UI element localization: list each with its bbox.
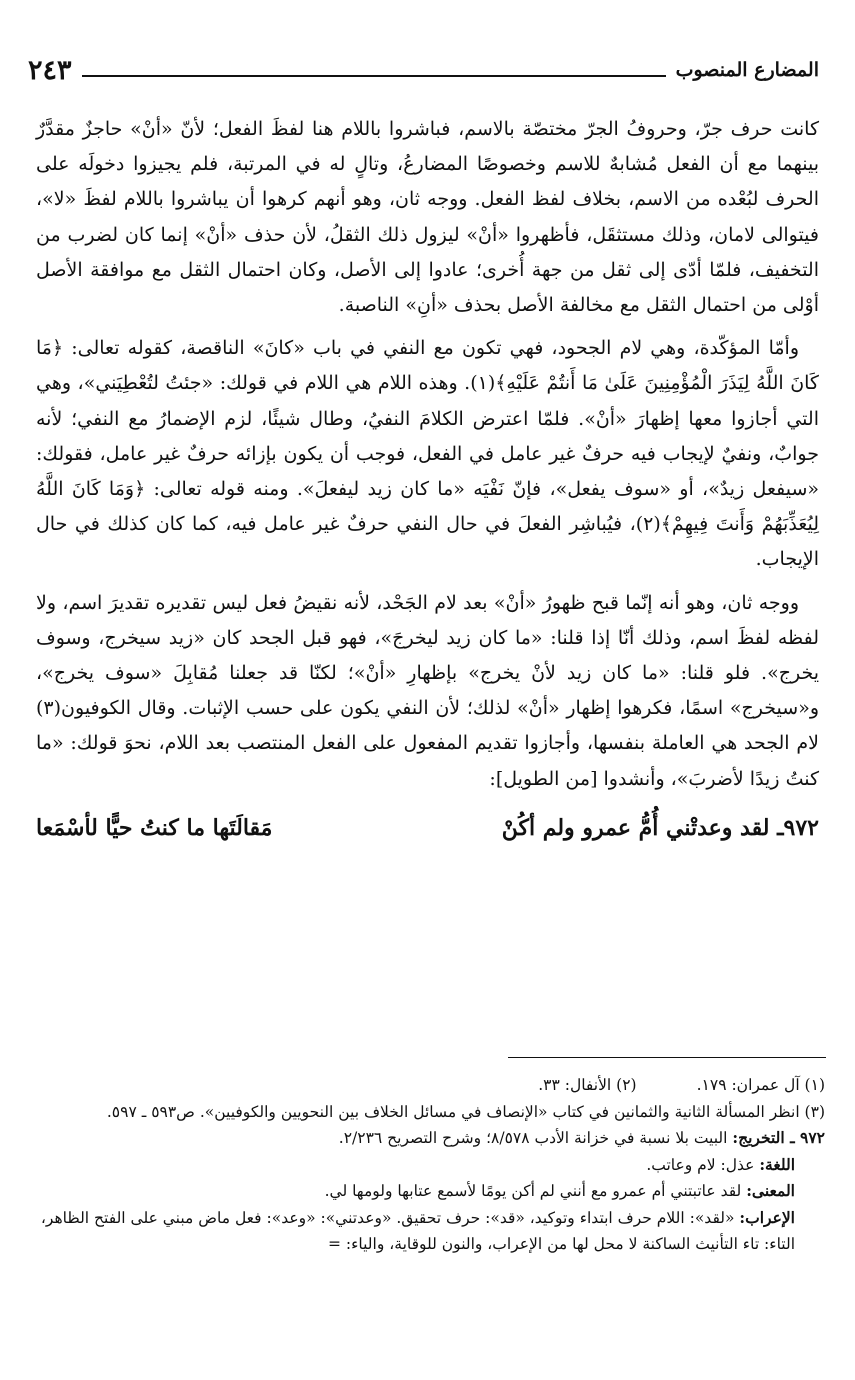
footnote-row-1	[28, 1072, 825, 1099]
paragraph-2: وأمّا المؤكّدة، وهي لام الجحود، فهي تكون مع النفي في باب «كانَ» الناقصة، كقوله تعالى: ﴿مَا كَانَ اللَّهُ لِيَذَرَ الْمُؤْمِنِينَ عَلَىٰ مَا أَنتُمْ عَلَيْهِ﴾(١). وهذه اللام هي اللام في قولك: «جئتُ لتُعْطِيَني»، وهي التي أجازوا معها إظهارَ «أنْ». فلمّا اعترض الكلامَ النفيُ، وطال شيئًا، لزم الإضمارُ مع النفي؛ لأنه جوابٌ، ونفيٌ لإيجاب فيه حرفٌ غير عامل في الفعل، فوجب أن يكون بإزائه حرفٌ غير عامل، فقولك: «سيفعل زيدٌ»، أو «سوف يفعل»، فإنّ نَفْيَه «ما كان زيد ليفعلَ». ومنه قوله تعالى: ﴿وَمَا كَانَ اللَّهُ لِيُعَذِّبَهُمْ وَأَنتَ فِيهِمْ﴾(٢)، فيُباشِر الفعلَ في حال النفي حرفٌ غير عامل فيه، كما كان كذلك في حال الإيجاب.	[36, 337, 819, 571]
footnote-1: (١) آل عمران: ١٧٩.	[696, 1076, 825, 1094]
irab-label: الإعراب:	[739, 1207, 795, 1227]
paragraph-1: كانت حرف جرّ، وحروفُ الجرّ مختصّة بالاسم، فباشروا باللام هنا لفظَ الفعل؛ لأنّ «أنْ» حاجزٌ مقدَّرٌ بينهما مع أن الفعل مُشابهٌ للاسم وخصوصًا المضارعُ، وتالٍ له في المرتبة، فلم يجيزوا دخولَه على الحرف لبُعْده من الاسم، بخلاف لفظ الفعل. ووجه ثان، وهو أنهم كرهوا أن يباشروا باللام لفظَ «لا»، فيتوالى لامان، وذلك مستثقَل، فأظهروا «أنْ» ليزول ذلك الثقلُ، لأن حذف «أنْ» إنما كان لضرب من التخفيف، فلمّا أدّى إلى ثقل من جهة أُخرى؛ عادوا إلى الأصل، وكان احتمال الثقل مع موافقة الأصل أوْلى من احتمال الثقل مع مخالفة الأصل بحذف «أنِ» الناصبة.	[36, 118, 819, 317]
running-title: المضارع المنصوب	[675, 59, 819, 81]
takhrij-text: البيت بلا نسبة في خزانة الأدب ٨/٥٧٨؛ وشرح التصريح ٢/٢٣٦.	[338, 1129, 733, 1147]
page-number: ٢٤٣	[28, 54, 72, 86]
footnote-3: (٣) انظر المسألة الثانية والثمانين في كتاب «الإنصاف في مسائل الخلاف بين النحويين والكوفيين». ص٥٩٣ ـ ٥٩٧.	[106, 1102, 825, 1121]
footnote-separator	[508, 1057, 826, 1058]
verse-first-hemistich: ٩٧٢ـ لقد وعدتْني أُمُّ عمرو ولم أكُنْ	[501, 814, 819, 841]
lugha-text: عذل: لام وعاتب.	[646, 1155, 760, 1174]
irab-note	[28, 1205, 825, 1258]
takhrij-note	[28, 1125, 825, 1152]
verse-second-hemistich: مَقالَتَها ما كنتُ حيًّا لأسْمَعا	[36, 814, 273, 841]
mana-text: لقد عاتبتني أم عمرو مع أنني لم أكن يومًا لأسمع عتابها ولومها لي.	[324, 1182, 747, 1200]
lugha-note	[28, 1152, 825, 1179]
header-rule	[82, 75, 666, 77]
mana-label: المعنى:	[746, 1181, 795, 1200]
poem-verse	[36, 811, 819, 846]
lugha-label: اللغة:	[759, 1154, 795, 1174]
takhrij-label: ٩٧٢ ـ التخريج:	[732, 1128, 825, 1147]
footnote-2: (٢) الأنفال: ٣٣.	[538, 1076, 637, 1094]
main-text	[36, 112, 819, 846]
paragraph-3: ووجه ثان، وهو أنه إنّما قبح ظهورُ «أنْ» بعد لام الجَحْد، لأنه نقيضُ فعل ليس تقديره تقديرَ اسم، ولا لفظه لفظَ اسم، وذلك أنّا إذا قلنا: «ما كان زيد ليخرجَ»، فهو قبل الجحد كان «زيد سيخرج، وسوف يخرج». فلو قلنا: «ما كان زيد لأنْ يخرج» بإظهارِ «أنْ»؛ لكنّا قد جعلنا مُقابِلَ «سوف يخرج»، و«سيخرج» اسمًا، فكرهوا إظهار «أنْ» لذلك؛ لأن النفي يكون على حسب الإثبات. وقال الكوفيون(٣) لام الجحد هي العاملة بنفسها، وأجازوا تقديم المفعول على الفعل المنتصب بعد اللام، نحوَ قولك: «ما كنتُ زيدًا لأضربَ»، وأنشدوا [من الطويل]:	[36, 591, 819, 790]
page-header	[28, 50, 819, 90]
mana-note	[28, 1178, 825, 1205]
irab-text: «لقد»: اللام حرف ابتداء وتوكيد، «قد»: حرف تحقيق. «وعدتني»: «وعد»: فعل ماض مبني على الفتح الظاهر، التاء: تاء التأنيث الساكنة لا محل لها من الإعراب، والنون للوقاية، والياء: =	[40, 1208, 795, 1253]
footnotes	[28, 1072, 825, 1258]
